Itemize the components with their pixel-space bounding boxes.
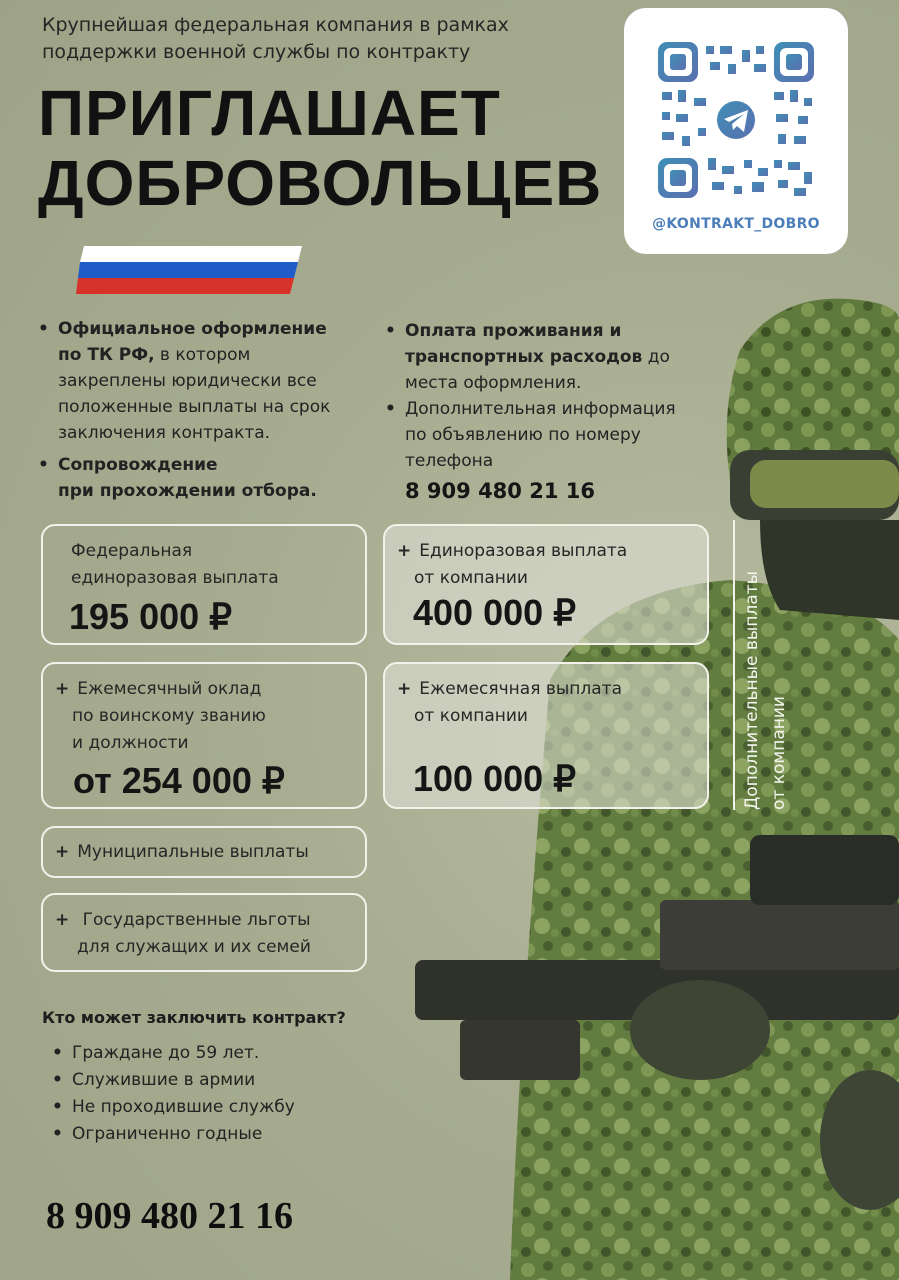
card-label-line: Государственные льготы [82,910,311,930]
card-label-line: Ежемесячная выплата [419,679,622,699]
card-company-monthly [383,662,709,809]
card-label-line: Федеральная [71,541,193,561]
bullet-text: Дополнительная информация [405,399,676,419]
bullet-bold-text: Официальное оформление [58,319,327,339]
side-note-divider [733,520,735,810]
card-label [55,907,311,961]
subtitle-line: поддержки военной службы по контракту [42,41,471,63]
bullet-dot: • [385,321,396,341]
plus-icon: + [55,910,70,930]
bullet-accommodation [385,318,725,396]
bullet-text: закреплены юридически все [58,371,317,391]
bullet-text: положенные выплаты на срок [58,397,331,417]
card-label [397,538,627,592]
card-label-line: Муниципальные выплаты [77,842,309,862]
card-federal-payment [41,524,367,645]
card-state-benefits [41,893,367,972]
bullet-bold-text: Сопровождение [58,455,218,475]
bullet-bold-text: Оплата проживания и [405,321,622,341]
card-label [55,839,309,866]
card-label-line: от компании [414,706,528,726]
bullet-bold-text: при прохождении отбора. [58,481,317,501]
list-item: • Граждане до 59 лет. [52,1040,295,1067]
bullet-dot: • [385,399,396,419]
page-title [38,78,638,218]
card-label-line: для служащих и их семей [77,937,311,957]
card-label [397,676,622,730]
qr-code-icon[interactable] [658,42,814,198]
card-label [55,676,266,757]
card-monthly-salary [41,662,367,809]
list-item: • Не проходившие службу [52,1094,295,1121]
plus-icon: + [55,842,70,862]
card-value: 400 000 ₽ [413,592,577,633]
bullet-text: заключения контракта. [58,423,271,443]
bullet-dot: • [38,455,49,475]
bullet-phone[interactable]: 8 909 480 21 16 [405,479,595,503]
card-value: от 254 000 ₽ [73,760,285,801]
card-label-line: от компании [414,568,528,588]
russian-flag-icon [76,246,302,296]
bullet-text: в котором [154,345,251,365]
list-item: • Ограниченно годные [52,1121,295,1148]
bullet-text: телефона [405,451,494,471]
bullet-official-registration [38,316,368,446]
bullet-text: до [642,347,670,367]
plus-icon: + [397,679,412,699]
eligibility-list [52,1040,295,1148]
title-line: ПРИГЛАШАЕТ [38,77,501,149]
bullet-dot: • [38,319,49,339]
side-note-text [739,520,793,810]
bullet-text: по объявлению по номеру [405,425,641,445]
side-note [733,520,809,810]
subtitle-line: Крупнейшая федеральная компания в рамках [42,14,509,36]
bullet-text: места оформления. [405,373,582,393]
plus-icon: + [397,541,412,561]
subtitle [42,12,582,66]
card-label-line: по воинскому званию [72,706,266,726]
side-note-line: от компании [769,696,789,810]
bullet-extra-info [385,396,725,508]
bullet-support [38,452,368,504]
telegram-handle[interactable]: @KONTRAKT_DOBRO [652,216,820,232]
plus-icon: + [55,679,70,699]
card-label-line: единоразовая выплата [71,568,279,588]
card-company-one-time [383,524,709,645]
card-label [71,538,279,592]
card-municipal-payments [41,826,367,878]
list-item: • Служившие в армии [52,1067,295,1094]
contact-phone[interactable]: 8 909 480 21 16 [46,1195,293,1237]
qr-card[interactable] [624,8,848,254]
eligibility-title: Кто может заключить контракт? [42,1008,346,1027]
card-label-line: и должности [72,733,189,753]
card-label-line: Ежемесячный оклад [77,679,262,699]
bullet-bold-text: транспортных расходов [405,347,643,367]
card-label-line: Единоразовая выплата [419,541,628,561]
card-value: 100 000 ₽ [413,758,577,799]
bullet-bold-text: по ТК РФ, [58,345,155,365]
side-note-line: Дополнительные выплаты [742,570,762,810]
card-value: 195 000 ₽ [69,596,233,637]
title-line: ДОБРОВОЛЬЦЕВ [38,147,603,219]
